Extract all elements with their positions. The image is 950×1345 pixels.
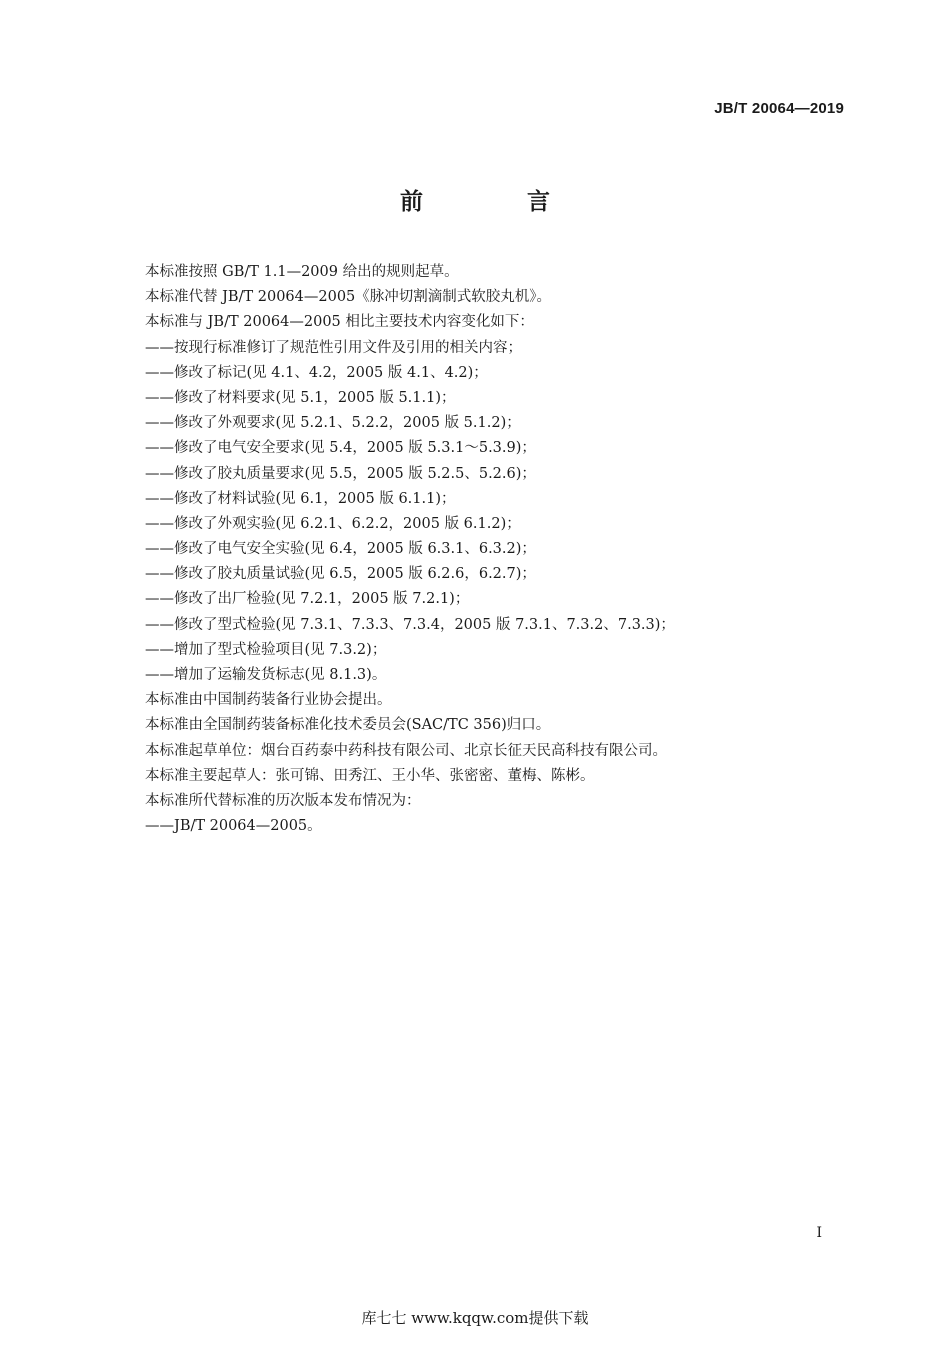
list-item: ——修改了标记(见 4.1、4.2，2005 版 4.1、4.2)；: [145, 364, 488, 381]
page-number: I: [816, 1225, 822, 1241]
list-item: ——增加了型式检验项目(见 7.3.2)；: [145, 641, 387, 658]
body-line: 本标准与 JB/T 20064—2005 相比主要技术内容变化如下：: [145, 314, 534, 331]
footer-watermark: 库七七 www.kqqw.com提供下载: [361, 1309, 589, 1327]
body-line: 本标准按照 GB/T 1.1—2009 给出的规则起草。: [145, 264, 459, 280]
list-item: ——修改了材料要求(见 5.1，2005 版 5.1.1)；: [145, 389, 456, 406]
list-item: ——修改了胶丸质量要求(见 5.5，2005 版 5.2.5、5.2.6)；: [145, 465, 536, 482]
list-item: ——按现行标准修订了规范性引用文件及引用的相关内容；: [145, 339, 522, 356]
foreword-body: [145, 260, 845, 839]
body-line: 本标准由中国制药装备行业协会提出。: [145, 692, 392, 709]
document-code: JB/T 20064—2019: [714, 100, 844, 117]
body-line: 本标准所代替标准的历次版本发布情况为：: [145, 792, 421, 809]
list-item: ——修改了外观要求(见 5.2.1、5.2.2，2005 版 5.1.2)；: [145, 415, 521, 432]
body-line: 本标准起草单位：烟台百药泰中药科技有限公司、北京长征天民高科技有限公司。: [145, 742, 667, 759]
body-line: 本标准由全国制药装备标准化技术委员会(SAC/TC 356)归口。: [145, 717, 551, 734]
list-item: ——JB/T 20064—2005。: [145, 818, 322, 835]
body-line: 本标准主要起草人：张可锦、田秀江、王小华、张密密、董梅、陈彬。: [145, 767, 595, 784]
body-line: 本标准代替 JB/T 20064—2005《脉冲切割滴制式软胶丸机》。: [145, 289, 552, 306]
list-item: ——修改了外观实验(见 6.2.1、6.2.2，2005 版 6.1.2)；: [145, 515, 521, 532]
list-item: ——修改了胶丸质量试验(见 6.5，2005 版 6.2.6，6.2.7)；: [145, 566, 536, 583]
list-item: ——增加了运输发货标志(见 8.1.3)。: [145, 667, 387, 683]
list-item: ——修改了出厂检验(见 7.2.1，2005 版 7.2.1)；: [145, 591, 470, 608]
list-item: ——修改了材料试验(见 6.1，2005 版 6.1.1)；: [145, 490, 456, 507]
page-title: 前 言: [399, 189, 598, 215]
list-item: ——修改了电气安全实验(见 6.4，2005 版 6.3.1、6.3.2)；: [145, 541, 536, 558]
list-item: ——修改了型式检验(见 7.3.1、7.3.3、7.3.4，2005 版 7.3.1、7.3.2、7.3.3)；: [145, 616, 675, 633]
list-item: ——修改了电气安全要求(见 5.4，2005 版 5.3.1～5.3.9)；: [145, 440, 536, 457]
